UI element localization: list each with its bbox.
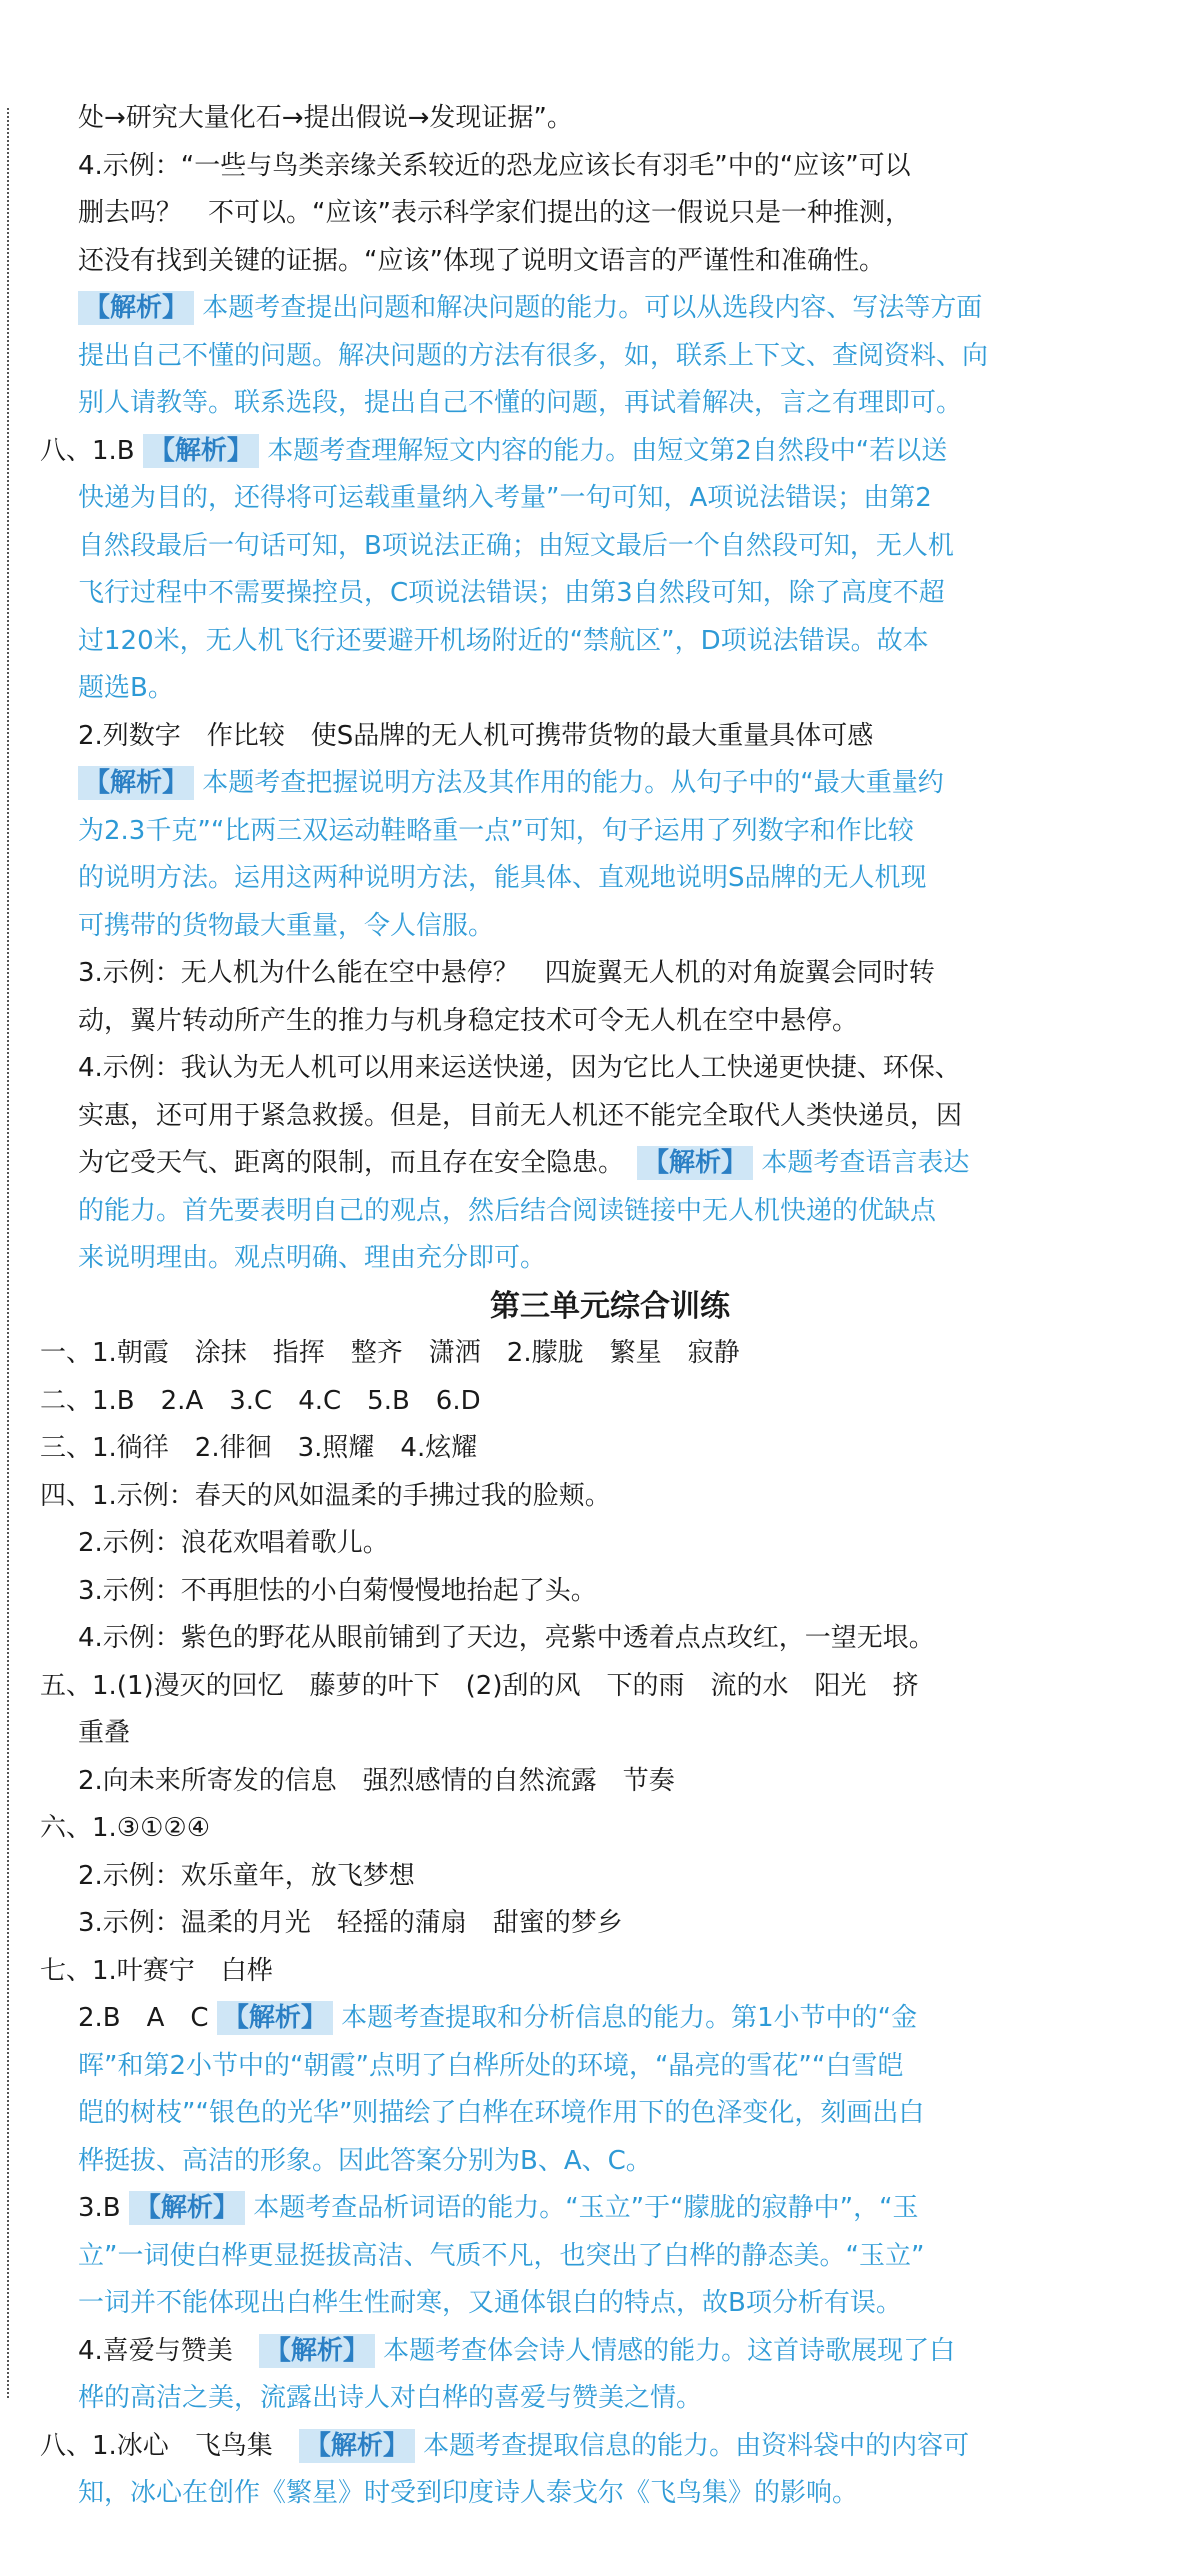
analysis-line: 别人请教等。联系选段，提出自己不懂的问题，再试着解决，言之有理即可。 [78, 388, 963, 418]
question-line: 3.B 【解析】 本题考查品析词语的能力。“玉立”于“朦胧的寂静中”，“玉 [78, 2193, 919, 2223]
analysis-line: 为2.3千克”“比两三双运动鞋略重一点”可知，句子运用了列数字和作比较 [78, 815, 914, 846]
question-line: 八、1.冰心 飞鸟集 【解析】 本题考查提取信息的能力。由资料袋中的内容可 [40, 2430, 970, 2461]
analysis-line: 快递为目的，还得将可运载重量纳入考量”一句可知，A项说法错误；由第2 [78, 483, 932, 513]
analysis-tag: 【解析】 [259, 2334, 375, 2368]
analysis-line: 飞行过程中不需要操控员，C项说法错误；由第3自然段可知，除了高度不超 [78, 578, 945, 608]
analysis-line: 的说明方法。运用这两种说明方法，能具体、直观地说明S品牌的无人机现 [78, 863, 927, 893]
analysis-line: 【解析】 本题考查把握说明方法及其作用的能力。从句子中的“最大重量约 [40, 760, 1140, 808]
analysis-tag: 【解析】 [129, 2191, 245, 2225]
analysis-tag: 【解析】 [78, 766, 194, 800]
text-line: 动，翼片转动所产生的推力与机身稳定技术可令无人机在空中悬停。 [78, 1005, 859, 1036]
analysis-line: 桦挺拔、高洁的形象。因此答案分别为B、A、C。 [78, 2145, 652, 2176]
text-line: 4.示例：紫色的野花从眼前铺到了天边，亮紫中透着点点玫红，一望无垠。 [78, 1623, 935, 1653]
analysis-line: 过120米，无人机飞行还要避开机场附近的“禁航区”，D项说法错误。故本 [78, 625, 929, 656]
text-line: 六、1.③①②④ [40, 1813, 211, 1843]
text-line: 4.示例：我认为无人机可以用来运送快递，因为它比人工快递更快捷、环保、 [78, 1053, 961, 1083]
text-line: 3.示例：不再胆怯的小白菊慢慢地抬起了头。 [78, 1575, 597, 1606]
text-line: 五、1.(1)漫灭的回忆 藤萝的叶下 (2)刮的风 下的雨 流的水 阳光 挤 [40, 1670, 919, 1701]
analysis-line: 来说明理由。观点明确、理由充分即可。 [78, 1243, 547, 1273]
question-line: 2.B A C 【解析】 本题考查提取和分析信息的能力。第1小节中的“金 [78, 2003, 918, 2033]
analysis-line: 立”一词使白桦更显挺拔高洁、气质不凡，也突出了白桦的静态美。“玉立” [78, 2240, 925, 2271]
text-line: 三、1.徜徉 2.徘徊 3.照耀 4.炫耀 [40, 1433, 478, 1463]
text-line: 3.示例：无人机为什么能在空中悬停？ 四旋翼无人机的对角旋翼会同时转 [78, 958, 935, 988]
text-line: 二、1.B 2.A 3.C 4.C 5.B 6.D [40, 1385, 481, 1416]
analysis-line: 的能力。首先要表明自己的观点，然后结合阅读链接中无人机快递的优缺点 [78, 1195, 937, 1226]
text-line: 2.向未来所寄发的信息 强烈感情的自然流露 节奏 [78, 1765, 675, 1796]
text-line: 重叠 [78, 1718, 131, 1748]
text-line: 4.示例：“一些与鸟类亲缘关系较近的恐龙应该长有羽毛”中的“应该”可以 [78, 150, 911, 181]
analysis-line: 自然段最后一句话可知，B项说法正确；由短文最后一个自然段可知，无人机 [78, 530, 954, 561]
binding-cut-line [7, 108, 9, 2398]
text-line: 为它受天气、距离的限制，而且存在安全隐患。 【解析】 本题考查语言表达 [78, 1148, 970, 1178]
analysis-line: 一词并不能体现出白桦生性耐寒，又通体银白的特点，故B项分析有误。 [78, 2288, 902, 2318]
text-line: 一、1.朝霞 涂抹 指挥 整齐 潇洒 2.朦胧 繁星 寂静 [40, 1338, 740, 1368]
text-line: 四、1.示例：春天的风如温柔的手拂过我的脸颊。 [40, 1480, 611, 1511]
question-line: 八、1.B 【解析】 本题考查理解短文内容的能力。由短文第2自然段中“若以送 [40, 435, 948, 466]
analysis-tag: 【解析】 [78, 291, 194, 325]
text-line: 删去吗？ 不可以。“应该”表示科学家们提出的这一假说只是一种推测， [78, 198, 911, 228]
text-line: 2.示例：浪花欢唱着歌儿。 [78, 1528, 389, 1558]
text-line: 2.示例：欢乐童年，放飞梦想 [78, 1860, 415, 1891]
text-line: 实惠，还可用于紧急救援。但是，目前无人机还不能完全取代人类快递员，因 [78, 1100, 963, 1131]
analysis-line: 桦的高洁之美，流露出诗人对白桦的喜爱与赞美之情。 [78, 2383, 703, 2413]
section-title: 第三单元综合训练 [490, 1288, 730, 1324]
analysis-line: 知，冰心在创作《繁星》时受到印度诗人泰戈尔《飞鸟集》的影响。 [78, 2478, 859, 2508]
analysis-line: 皑的树枝”“银色的光华”则描绘了白桦在环境作用下的色泽变化，刻画出白 [78, 2098, 925, 2128]
analysis-line: 提出自己不懂的问题。解决问题的方法有很多，如，联系上下文、查阅资料、向 [78, 340, 989, 371]
answer-page [40, 95, 1140, 2518]
analysis-tag: 【解析】 [143, 434, 259, 468]
text-line: 2.列数字 作比较 使S品牌的无人机可携带货物的最大重量具体可感 [78, 720, 874, 751]
question-line: 4.喜爱与赞美 【解析】 本题考查体会诗人情感的能力。这首诗歌展现了白 [78, 2335, 956, 2366]
analysis-line: 可携带的货物最大重量，令人信服。 [78, 910, 495, 941]
text-line: 七、1.叶赛宁 白桦 [40, 1955, 273, 1986]
analysis-tag: 【解析】 [637, 1146, 753, 1180]
analysis-tag: 【解析】 [217, 2001, 333, 2035]
analysis-tag: 【解析】 [299, 2429, 415, 2463]
analysis-line: 【解析】 本题考查提出问题和解决问题的能力。可以从选段内容、写法等方面 [40, 285, 1140, 333]
analysis-line: 晖”和第2小节中的“朝霞”点明了白桦所处的环境，“晶亮的雪花”“白雪皑 [78, 2050, 904, 2081]
text-line: 3.示例：温柔的月光 轻摇的蒲扇 甜蜜的梦乡 [78, 1908, 623, 1938]
analysis-line: 题选B。 [78, 673, 174, 703]
text-line: 处→研究大量化石→提出假说→发现证据”。 [78, 103, 573, 133]
text-line: 还没有找到关键的证据。“应该”体现了说明文语言的严谨性和准确性。 [78, 245, 885, 276]
